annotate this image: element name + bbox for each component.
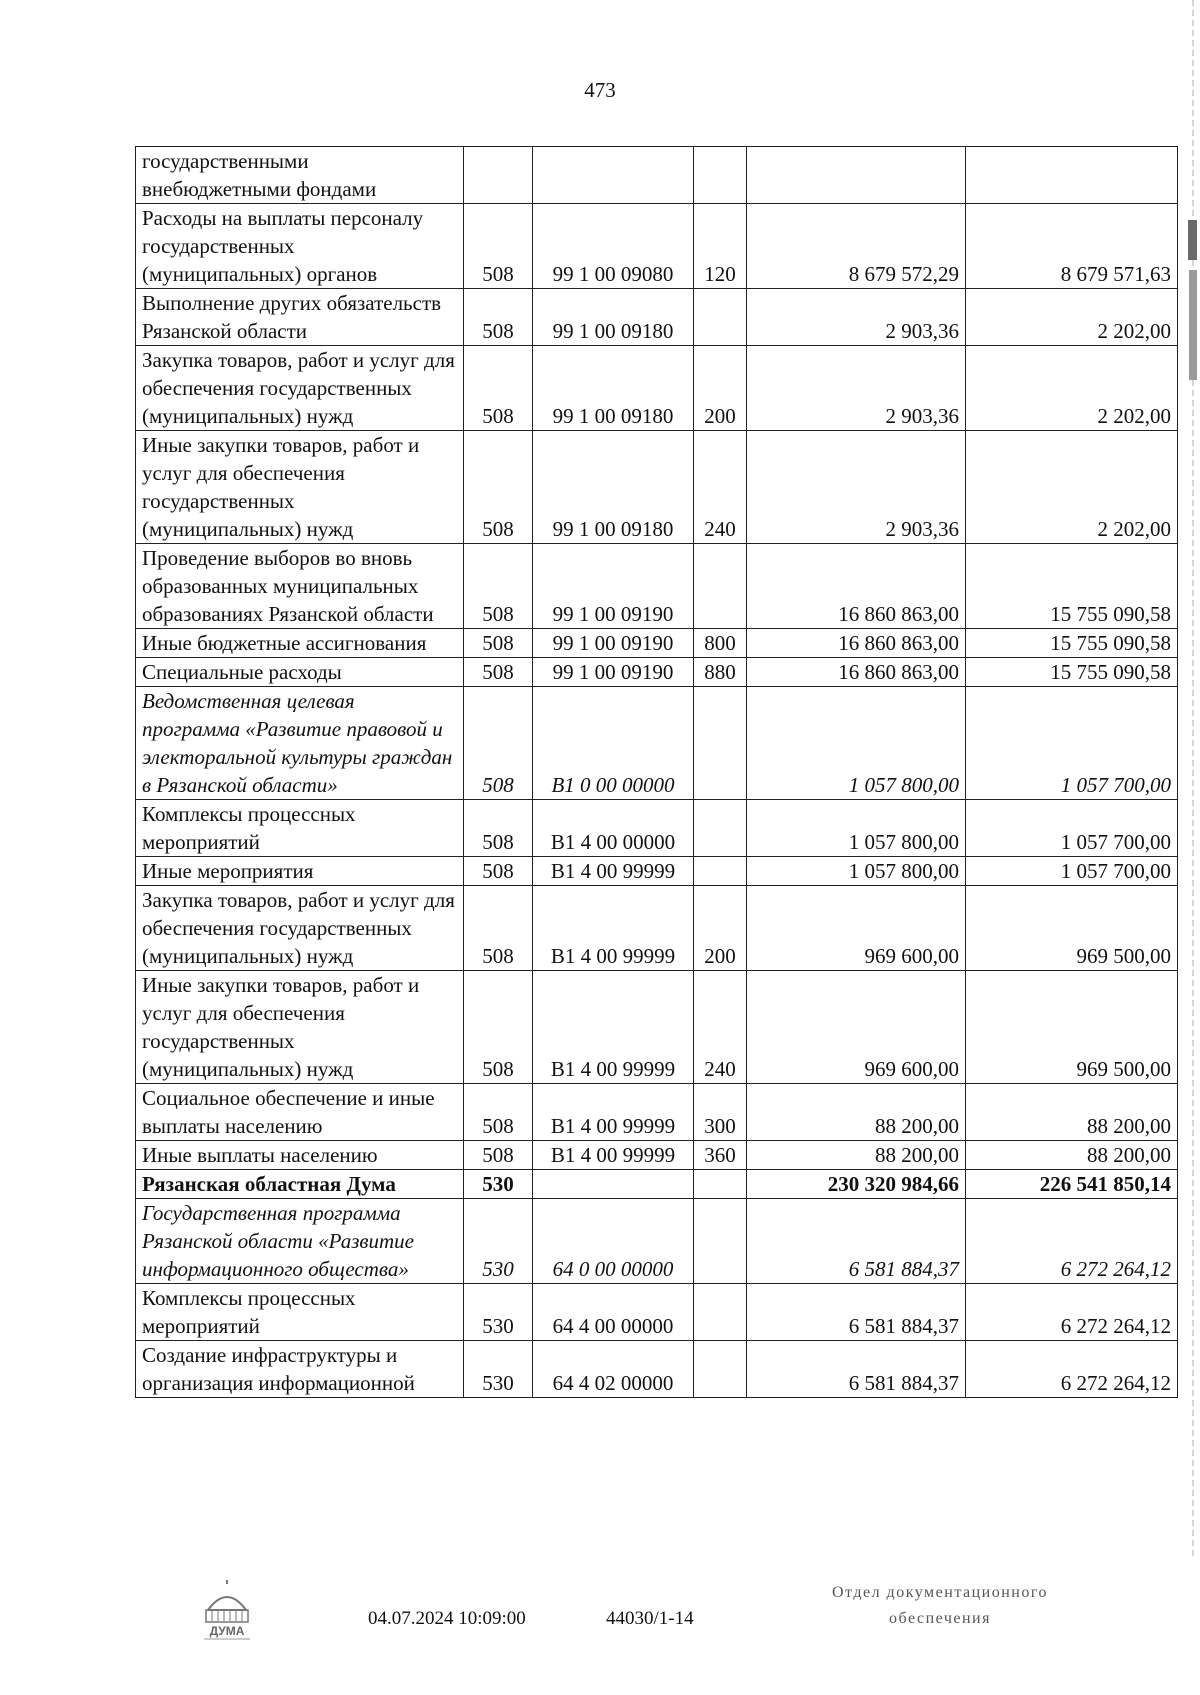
cell-plan-amount: 2 903,36 xyxy=(747,289,966,346)
cell-dept-code: 530 xyxy=(464,1341,533,1398)
cell-dept-code: 508 xyxy=(464,1141,533,1170)
cell-plan-amount: 6 581 884,37 xyxy=(747,1199,966,1284)
cell-target-code xyxy=(533,1170,694,1199)
cell-fact-amount: 2 202,00 xyxy=(966,346,1178,431)
cell-target-code: 99 1 00 09190 xyxy=(533,629,694,658)
cell-dept-code: 530 xyxy=(464,1284,533,1341)
footer-datetime: 04.07.2024 10:09:00 xyxy=(368,1608,526,1629)
cell-name: Создание инфраструктуры и организация информационной xyxy=(136,1341,464,1398)
table-row xyxy=(136,971,1178,1084)
table-row xyxy=(136,1141,1178,1170)
cell-fact-amount: 6 272 264,12 xyxy=(966,1284,1178,1341)
table-row xyxy=(136,629,1178,658)
cell-expense-type: 800 xyxy=(694,629,747,658)
table-row xyxy=(136,886,1178,971)
cell-dept-code: 508 xyxy=(464,1084,533,1141)
cell-name: Иные бюджетные ассигнования xyxy=(136,629,464,658)
cell-plan-amount: 1 057 800,00 xyxy=(747,857,966,886)
cell-expense-type: 120 xyxy=(694,204,747,289)
cell-name: Иные выплаты населению xyxy=(136,1141,464,1170)
cell-plan-amount: 6 581 884,37 xyxy=(747,1284,966,1341)
cell-name: Социальное обеспечение и иные выплаты населению xyxy=(136,1084,464,1141)
cell-dept-code: 508 xyxy=(464,204,533,289)
table-row xyxy=(136,204,1178,289)
cell-fact-amount: 1 057 700,00 xyxy=(966,687,1178,800)
cell-fact-amount: 15 755 090,58 xyxy=(966,629,1178,658)
cell-name: Ведомственная целевая программа «Развитие правовой и электоральной культуры граждан в Рязанской области» xyxy=(136,687,464,800)
cell-fact-amount: 8 679 571,63 xyxy=(966,204,1178,289)
cell-dept-code: 508 xyxy=(464,431,533,544)
cell-fact-amount: 1 057 700,00 xyxy=(966,857,1178,886)
cell-name: Выполнение других обязательств Рязанской области xyxy=(136,289,464,346)
cell-dept-code: 530 xyxy=(464,1199,533,1284)
duma-logo-icon xyxy=(198,1580,256,1642)
cell-name: Иные закупки товаров, работ и услуг для обеспечения государственных (муниципальных) нужд xyxy=(136,431,464,544)
stamp-line-1: Отдел документационного xyxy=(831,1584,1049,1601)
cell-target-code: 64 0 00 00000 xyxy=(533,1199,694,1284)
cell-target-code: 99 1 00 09180 xyxy=(533,431,694,544)
table-row xyxy=(136,1199,1178,1284)
cell-dept-code: 508 xyxy=(464,800,533,857)
cell-target-code: В1 4 00 99999 xyxy=(533,971,694,1084)
cell-fact-amount: 1 057 700,00 xyxy=(966,800,1178,857)
cell-fact-amount: 88 200,00 xyxy=(966,1141,1178,1170)
cell-fact-amount xyxy=(966,147,1178,204)
cell-name: Специальные расходы xyxy=(136,658,464,687)
cell-expense-type: 200 xyxy=(694,346,747,431)
cell-plan-amount: 2 903,36 xyxy=(747,431,966,544)
table-row xyxy=(136,857,1178,886)
cell-plan-amount: 16 860 863,00 xyxy=(747,658,966,687)
cell-fact-amount: 6 272 264,12 xyxy=(966,1341,1178,1398)
cell-plan-amount: 88 200,00 xyxy=(747,1141,966,1170)
cell-plan-amount: 1 057 800,00 xyxy=(747,800,966,857)
cell-dept-code: 508 xyxy=(464,687,533,800)
cell-dept-code xyxy=(464,147,533,204)
cell-expense-type: 200 xyxy=(694,886,747,971)
table-row xyxy=(136,1084,1178,1141)
table-row xyxy=(136,1284,1178,1341)
table-row xyxy=(136,1341,1178,1398)
cell-name: Закупка товаров, работ и услуг для обеспечения государственных (муниципальных) нужд xyxy=(136,886,464,971)
cell-expense-type xyxy=(694,289,747,346)
department-stamp xyxy=(790,1580,1090,1632)
cell-dept-code: 508 xyxy=(464,658,533,687)
cell-target-code: В1 4 00 99999 xyxy=(533,857,694,886)
cell-name: Проведение выборов во вновь образованных муниципальных образованиях Рязанской области xyxy=(136,544,464,629)
cell-expense-type: 300 xyxy=(694,1084,747,1141)
cell-target-code: 99 1 00 09080 xyxy=(533,204,694,289)
cell-fact-amount: 2 202,00 xyxy=(966,289,1178,346)
cell-name: Государственная программа Рязанской области «Развитие информационного общества» xyxy=(136,1199,464,1284)
cell-name: Комплексы процессных мероприятий xyxy=(136,800,464,857)
stamp-line-2: обеспечения xyxy=(889,1610,991,1627)
cell-fact-amount: 6 272 264,12 xyxy=(966,1199,1178,1284)
cell-expense-type xyxy=(694,1199,747,1284)
cell-fact-amount: 88 200,00 xyxy=(966,1084,1178,1141)
page-number: 473 xyxy=(584,78,616,102)
cell-dept-code: 508 xyxy=(464,629,533,658)
cell-target-code: 64 4 00 00000 xyxy=(533,1284,694,1341)
budget-table-body xyxy=(136,147,1178,1398)
cell-plan-amount xyxy=(747,147,966,204)
cell-plan-amount: 969 600,00 xyxy=(747,886,966,971)
table-row xyxy=(136,658,1178,687)
cell-expense-type xyxy=(694,544,747,629)
table-row xyxy=(136,544,1178,629)
cell-name: Иные закупки товаров, работ и услуг для обеспечения государственных (муниципальных) нужд xyxy=(136,971,464,1084)
cell-dept-code: 508 xyxy=(464,857,533,886)
table-row xyxy=(136,346,1178,431)
cell-fact-amount: 969 500,00 xyxy=(966,886,1178,971)
cell-expense-type xyxy=(694,1284,747,1341)
cell-target-code xyxy=(533,147,694,204)
cell-expense-type xyxy=(694,687,747,800)
cell-target-code: 99 1 00 09190 xyxy=(533,544,694,629)
cell-plan-amount: 88 200,00 xyxy=(747,1084,966,1141)
cell-name: Рязанская областная Дума xyxy=(136,1170,464,1199)
cell-plan-amount: 969 600,00 xyxy=(747,971,966,1084)
cell-dept-code: 508 xyxy=(464,971,533,1084)
cell-fact-amount: 226 541 850,14 xyxy=(966,1170,1178,1199)
table-row xyxy=(136,289,1178,346)
cell-target-code: 99 1 00 09180 xyxy=(533,346,694,431)
cell-plan-amount: 6 581 884,37 xyxy=(747,1341,966,1398)
cell-name: Комплексы процессных мероприятий xyxy=(136,1284,464,1341)
cell-dept-code: 508 xyxy=(464,346,533,431)
cell-fact-amount: 15 755 090,58 xyxy=(966,544,1178,629)
cell-expense-type: 240 xyxy=(694,431,747,544)
budget-table xyxy=(135,146,1178,1398)
cell-plan-amount: 16 860 863,00 xyxy=(747,544,966,629)
cell-plan-amount: 1 057 800,00 xyxy=(747,687,966,800)
cell-target-code: В1 4 00 99999 xyxy=(533,886,694,971)
cell-target-code: В1 0 00 00000 xyxy=(533,687,694,800)
cell-dept-code: 530 xyxy=(464,1170,533,1199)
cell-name: Закупка товаров, работ и услуг для обеспечения государственных (муниципальных) нужд xyxy=(136,346,464,431)
cell-name: Иные мероприятия xyxy=(136,857,464,886)
cell-plan-amount: 16 860 863,00 xyxy=(747,629,966,658)
table-row xyxy=(136,800,1178,857)
cell-expense-type: 880 xyxy=(694,658,747,687)
cell-expense-type: 240 xyxy=(694,971,747,1084)
cell-target-code: В1 4 00 99999 xyxy=(533,1141,694,1170)
table-row xyxy=(136,147,1178,204)
logo-text: ДУМА xyxy=(209,1624,245,1638)
cell-target-code: В1 4 00 00000 xyxy=(533,800,694,857)
cell-expense-type xyxy=(694,800,747,857)
cell-expense-type xyxy=(694,857,747,886)
cell-plan-amount: 230 320 984,66 xyxy=(747,1170,966,1199)
cell-target-code: 64 4 02 00000 xyxy=(533,1341,694,1398)
cell-target-code: 99 1 00 09190 xyxy=(533,658,694,687)
cell-name: государственными внебюджетными фондами xyxy=(136,147,464,204)
table-row xyxy=(136,1170,1178,1199)
cell-target-code: 99 1 00 09180 xyxy=(533,289,694,346)
cell-dept-code: 508 xyxy=(464,289,533,346)
cell-expense-type xyxy=(694,1170,747,1199)
cell-expense-type xyxy=(694,1341,747,1398)
table-row xyxy=(136,687,1178,800)
cell-dept-code: 508 xyxy=(464,886,533,971)
cell-expense-type: 360 xyxy=(694,1141,747,1170)
table-row xyxy=(136,431,1178,544)
cell-name: Расходы на выплаты персоналу государственных (муниципальных) органов xyxy=(136,204,464,289)
cell-fact-amount: 2 202,00 xyxy=(966,431,1178,544)
cell-dept-code: 508 xyxy=(464,544,533,629)
cell-fact-amount: 969 500,00 xyxy=(966,971,1178,1084)
cell-target-code: В1 4 00 99999 xyxy=(533,1084,694,1141)
scan-edge-artifact xyxy=(1186,0,1200,1560)
footer-doc-number: 44030/1-14 xyxy=(606,1608,694,1629)
cell-fact-amount: 15 755 090,58 xyxy=(966,658,1178,687)
cell-expense-type xyxy=(694,147,747,204)
cell-plan-amount: 8 679 572,29 xyxy=(747,204,966,289)
cell-plan-amount: 2 903,36 xyxy=(747,346,966,431)
